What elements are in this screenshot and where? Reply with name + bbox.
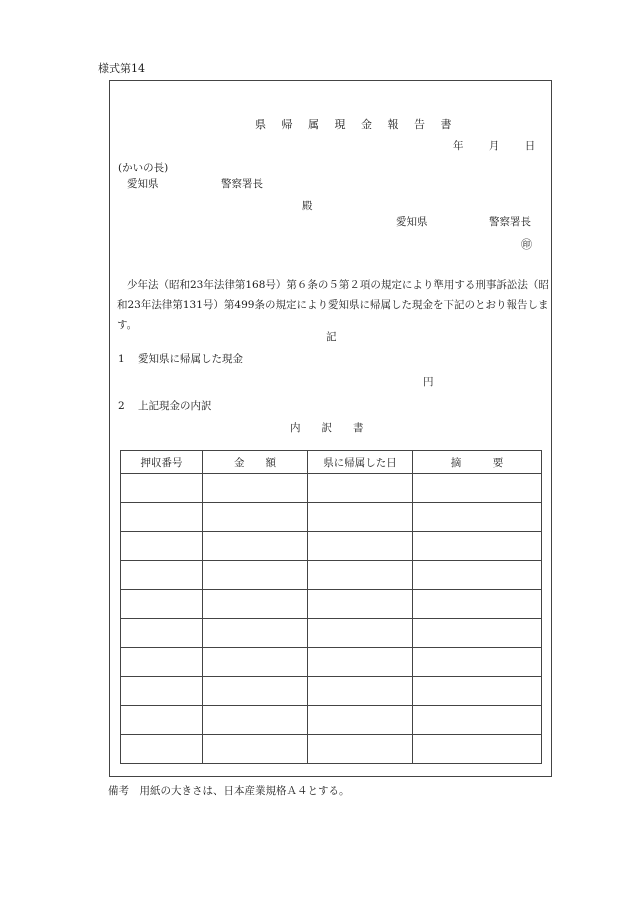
table-row	[121, 677, 542, 706]
seizure-number-cell[interactable]	[121, 561, 203, 590]
table-row	[121, 561, 542, 590]
remarks-cell[interactable]	[413, 474, 542, 503]
item2-label: 上記現金の内訳	[138, 400, 212, 412]
remarks-cell[interactable]	[413, 590, 542, 619]
day-label: 日	[524, 140, 536, 152]
attribution-date-cell[interactable]	[308, 648, 413, 677]
header-attribution-date: 県に帰属した日	[308, 451, 413, 474]
header-remarks: 摘 要	[413, 451, 542, 474]
seizure-number-cell[interactable]	[121, 677, 203, 706]
addressee-office: 警察署長	[221, 178, 263, 190]
ki-label: 記	[326, 331, 337, 343]
document-title: 県 帰 属 現 金 報 告 書	[255, 118, 458, 131]
seizure-number-cell[interactable]	[121, 735, 203, 764]
table-row	[121, 474, 542, 503]
amount-cell[interactable]	[203, 532, 308, 561]
header-amount: 金 額	[203, 451, 308, 474]
table-row	[121, 735, 542, 764]
amount-cell[interactable]	[203, 735, 308, 764]
amount-cell[interactable]	[203, 648, 308, 677]
remarks-cell[interactable]	[413, 619, 542, 648]
item1-number: 1	[118, 353, 125, 365]
attribution-date-cell[interactable]	[308, 590, 413, 619]
table-row	[121, 590, 542, 619]
seizure-number-cell[interactable]	[121, 619, 203, 648]
table-row	[121, 706, 542, 735]
amount-cell[interactable]	[203, 503, 308, 532]
month-label: 月	[488, 140, 500, 152]
footnote: 備考 用紙の大きさは、日本産業規格Ａ４とする。	[108, 785, 350, 797]
remarks-cell[interactable]	[413, 706, 542, 735]
attribution-date-cell[interactable]	[308, 619, 413, 648]
attribution-date-cell[interactable]	[308, 474, 413, 503]
addressee-note: (かいの長)	[118, 162, 169, 174]
seizure-number-cell[interactable]	[121, 532, 203, 561]
attribution-date-cell[interactable]	[308, 735, 413, 764]
seizure-number-cell[interactable]	[121, 706, 203, 735]
item1-label: 愛知県に帰属した現金	[138, 353, 243, 365]
attribution-date-cell[interactable]	[308, 706, 413, 735]
table-row	[121, 532, 542, 561]
table-row	[121, 619, 542, 648]
amount-cell[interactable]	[203, 474, 308, 503]
seizure-number-cell[interactable]	[121, 503, 203, 532]
amount-cell[interactable]	[203, 561, 308, 590]
amount-cell[interactable]	[203, 706, 308, 735]
addressee-prefecture: 愛知県	[127, 178, 159, 190]
seizure-number-cell[interactable]	[121, 648, 203, 677]
remarks-cell[interactable]	[413, 532, 542, 561]
attribution-date-cell[interactable]	[308, 503, 413, 532]
date-line	[453, 140, 535, 154]
seizure-number-cell[interactable]	[121, 474, 203, 503]
remarks-cell[interactable]	[413, 735, 542, 764]
sender-prefecture: 愛知県	[396, 216, 428, 228]
table-row	[121, 503, 542, 532]
seal-mark: ㊞	[521, 238, 532, 251]
table-row	[121, 648, 542, 677]
item1-unit: 円	[423, 376, 434, 388]
amount-cell[interactable]	[203, 677, 308, 706]
header-seizure-number: 押収番号	[121, 451, 203, 474]
remarks-cell[interactable]	[413, 648, 542, 677]
breakdown-table	[120, 450, 542, 764]
report-body: 少年法（昭和23年法律第168号）第６条の５第２項の規定により準用する刑事訴訟法（昭和23年法律第131号）第499条の規定により愛知県に帰属した現金を下記のとおり報告します。	[117, 279, 549, 331]
year-label: 年	[453, 140, 464, 152]
table-header-row	[121, 451, 542, 474]
sender-office: 警察署長	[489, 216, 531, 228]
amount-cell[interactable]	[203, 590, 308, 619]
addressee-honorific: 殿	[302, 200, 313, 212]
remarks-cell[interactable]	[413, 677, 542, 706]
seizure-number-cell[interactable]	[121, 590, 203, 619]
form-number: 様式第14	[98, 62, 145, 75]
breakdown-title: 内 訳 書	[290, 422, 364, 434]
attribution-date-cell[interactable]	[308, 677, 413, 706]
attribution-date-cell[interactable]	[308, 561, 413, 590]
amount-cell[interactable]	[203, 619, 308, 648]
remarks-cell[interactable]	[413, 561, 542, 590]
remarks-cell[interactable]	[413, 503, 542, 532]
item2-number: 2	[118, 400, 125, 412]
attribution-date-cell[interactable]	[308, 532, 413, 561]
